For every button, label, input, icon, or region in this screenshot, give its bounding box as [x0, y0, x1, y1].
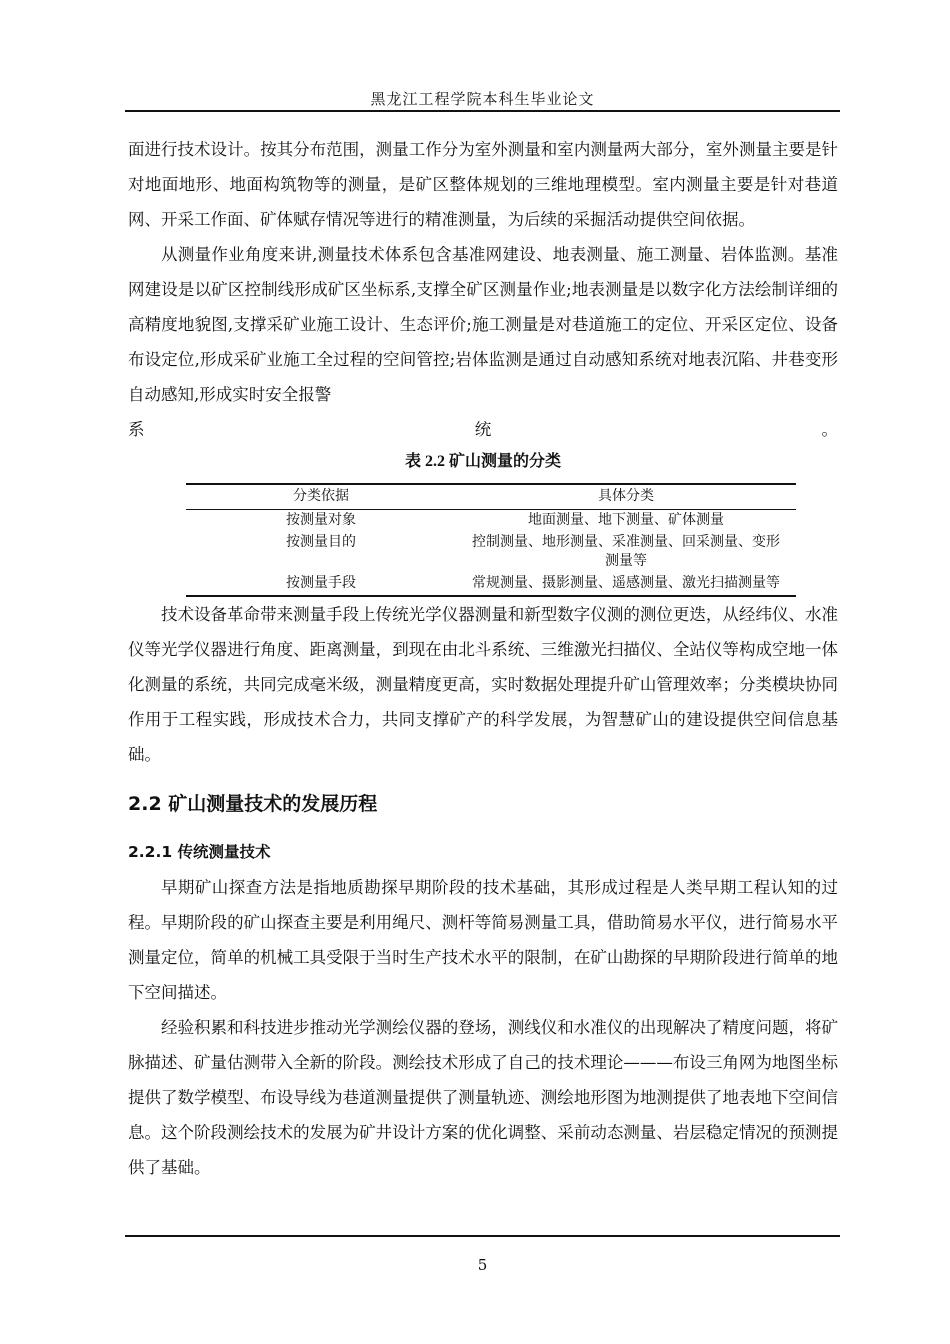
table-header-row [186, 484, 796, 510]
cell-categories [456, 532, 796, 573]
header-rule [125, 110, 840, 112]
table-row [186, 532, 796, 573]
column-header-categories: 具体分类 [598, 488, 654, 504]
running-header: 黑龙江工程学院本科生毕业论文 [370, 90, 595, 108]
paragraph-survey-system: 从测量作业角度来讲,测量技术体系包含基准网建设、地表测量、施工测量、岩体监测。基准网建设是以矿区控制线形成矿区坐标系,支撑全矿区测量作业;地表测量是以数字化方法绘制详细的高精度地貌图,支撑采矿业施工设计、生态评价;施工测量是对巷道施工的定位、开采区定位、设备布设定位,形成采矿业施工全过程的空间管控;岩体监测是通过自动感知系统对地表沉陷、井巷变形自动感知,形成实时安全报警 [128, 245, 838, 404]
paragraph-optical-instruments: 经验积累和科技进步推动光学测绘仪器的登场，测线仪和水准仪的出现解决了精度问题，将矿脉描述、矿量估测带入全新的阶段。测绘技术形成了自己的技术理论———布设三角网为地图坐标提供了数学模型、布设导线为巷道测量提供了测量轨迹、测绘地形图为地测提供了地表地下空间信息。这个阶段测绘技术的发展为矿井设计方案的优化调整、采前动态测量、岩层稳定情况的预测提供了基础。 [128, 1018, 838, 1177]
paragraph-tail-line [128, 412, 838, 447]
footer-rule [125, 1235, 840, 1237]
section-heading: 2.2 矿山测量技术的发展历程 [128, 793, 378, 815]
cell-basis: 按测量目的 [286, 534, 356, 550]
cell-categories [456, 510, 796, 533]
column-header-basis: 分类依据 [293, 488, 349, 504]
tail-char-1: 系 [128, 420, 145, 439]
classification-table [186, 483, 796, 597]
cell-categories-text: 地面测量、地下测量、矿体测量 [528, 512, 724, 528]
table-caption: 表 2.2 矿山测量的分类 [404, 453, 561, 470]
tail-char-3: 。 [821, 420, 838, 439]
cell-basis: 按测量手段 [286, 575, 356, 591]
tail-char-2: 统 [474, 420, 492, 439]
paragraph-early-exploration: 早期矿山探查方法是指地质勘探早期阶段的技术基础，其形成过程是人类早期工程认知的过程。早期阶段的矿山探查主要是利用绳尺、测杆等简易测量工具，借助简易水平仪，进行简易水平测量定位，简单的机械工具受限于当时生产技术水平的限制，在矿山勘探的早期阶段进行简单的地下空间描述。 [128, 878, 838, 1002]
paragraph-continued: 面进行技术设计。按其分布范围，测量工作分为室外测量和室内测量两大部分，室外测量主要是针对地面地形、地面构筑物等的测量，是矿区整体规划的三维地理模型。室内测量主要是针对巷道网、开采工作面、矿体赋存情况等进行的精准测量，为后续的采掘活动提供空间依据。 [128, 140, 838, 229]
table-row [186, 573, 796, 596]
cell-categories [456, 573, 796, 596]
cell-categories-text: 控制测量、地形测量、采准测量、回采测量、变形测量等 [472, 534, 780, 569]
cell-categories-text: 常规测量、摄影测量、遥感测量、激光扫描测量等 [472, 575, 780, 591]
subsection-heading: 2.2.1 传统测量技术 [128, 843, 271, 861]
cell-basis: 按测量对象 [286, 512, 356, 528]
page-body [128, 132, 838, 1185]
page-number: 5 [477, 1256, 488, 1274]
paragraph-equipment-revolution: 技术设备革命带来测量手段上传统光学仪器测量和新型数字仪测的测位更迭，从经纬仪、水准仪等光学仪器进行角度、距离测量，到现在由北斗系统、三维激光扫描仪、全站仪等构成空地一体化测量的系统，共同完成毫米级，测量精度更高，实时数据处理提升矿山管理效率；分类模块协同作用于工程实践，形成技术合力，共同支撑矿产的科学发展，为智慧矿山的建设提供空间信息基础。 [128, 605, 838, 764]
table-row [186, 510, 796, 533]
